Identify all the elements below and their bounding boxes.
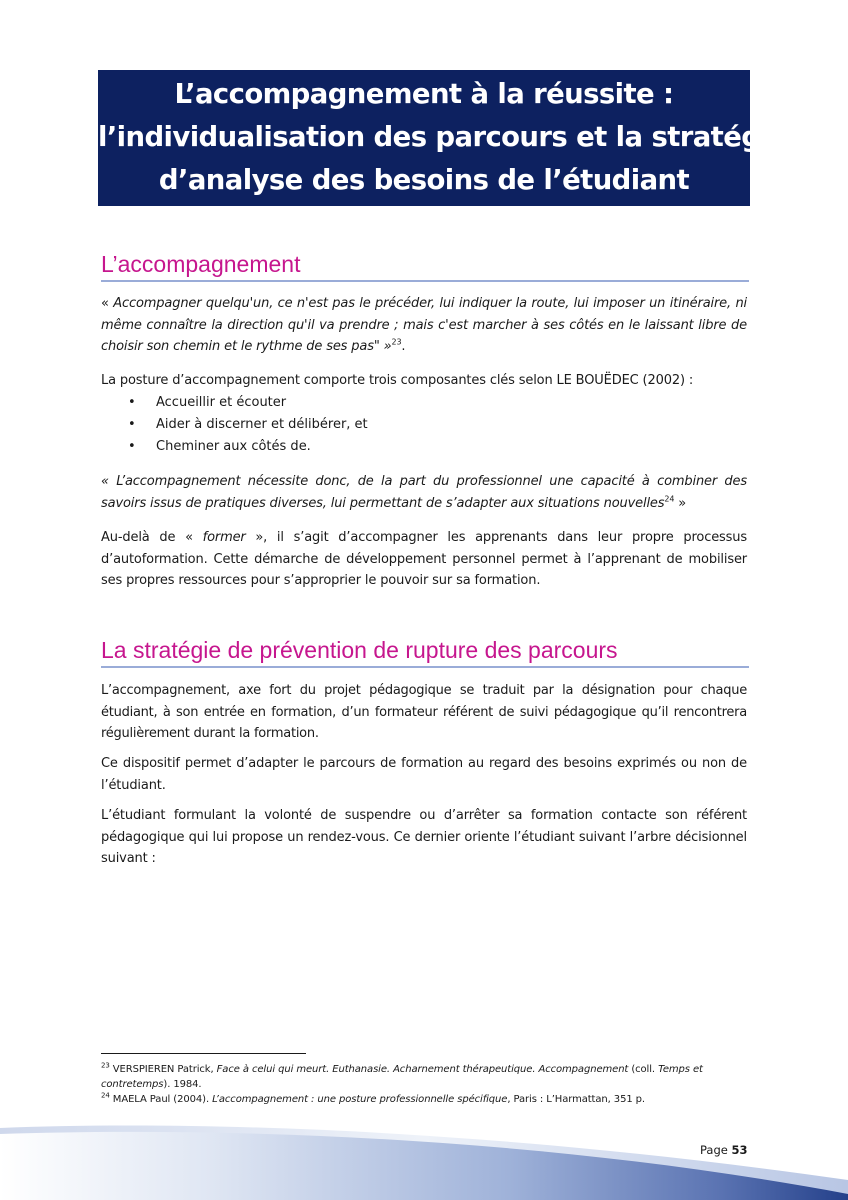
footnote-separator [101, 1053, 306, 1054]
section-heading-strategie: La stratégie de prévention de rupture des parcours [101, 636, 749, 668]
quote-text: Accompagner quelqu'un, ce n'est pas le précéder, lui indiquer la route, lui imposer un itinéraire, ni même connaître la direction qu'il va prendre ; mais c'est marcher à ses côtés en le laissant libre de choisir son chemin et le rythme de ses pas" » [101, 296, 747, 355]
posture-intro: La posture d’accompagnement comporte trois composantes clés selon LE BOUËDEC (2002) : [101, 373, 694, 388]
bullet-icon: • [128, 417, 136, 432]
bullet-icon: • [128, 439, 136, 454]
quote2-paragraph [101, 471, 747, 514]
strategy-paragraph-3: L’étudiant formulant la volonté de suspendre ou d’arrêter sa formation contacte son référent pédagogique qui lui propose un rendez-vous. Ce dernier oriente l’étudiant suivant l’arbre décisionnel suivant : [101, 808, 747, 867]
page-number: Page 53 [700, 1143, 748, 1157]
list-item: • Cheminer aux côtés de. [128, 436, 368, 458]
quote-paragraph [101, 293, 747, 358]
strategy-paragraph-1: L’accompagnement, axe fort du projet pédagogique se traduit par la désignation pour chaque étudiant, à son entrée en formation, d’un formateur référent de suivi pédagogique qu’il rencontrera régulièrement durant la formation. [101, 683, 747, 742]
former-word: former [202, 530, 246, 545]
list-item: • Accueillir et écouter [128, 392, 368, 414]
title-line-1: L’accompagnement à la réussite : [174, 78, 674, 110]
quote-end: . [401, 339, 406, 355]
footer-wave-decoration [0, 1120, 848, 1200]
footnote-24: $^{24}$ MAELA Paul (2004). L’accompagnement : une posture professionnelle spécifique, Paris : L’Harmattan, 351 p. [101, 1091, 645, 1105]
strategy-paragraph-2: Ce dispositif permet d’adapter le parcours de formation au regard des besoins exprimés ou non de l’étudiant. [101, 756, 747, 793]
footnote-ref-24[interactable]: 24 [664, 494, 675, 504]
list-item: • Aider à discerner et délibérer, et [128, 414, 368, 436]
section-heading-accompagnement: L’accompagnement [101, 250, 749, 282]
quote2-text: « L’accompagnement nécessite donc, de la part du professionnel une capacité à combiner des savoirs issus de pratiques diverses, lui permettant de s’adapter aux situations nouvelles [101, 474, 747, 511]
title-line-3: d’analyse des besoins de l’étudiant [158, 164, 690, 196]
quote2-close: » [674, 495, 687, 511]
footnotes [101, 1062, 751, 1107]
footnote-ref-23[interactable]: 23 [391, 337, 402, 347]
footnote-23: $^{23}$ VERSPIEREN Patrick, Face à celui qui meurt. Euthanasie. Acharnement thérapeutique. Accompagnement (coll. Temps et contretemps). 1984. [101, 1061, 703, 1090]
bullet-icon: • [128, 395, 136, 410]
title-line-2: l’individualisation des parcours et la stratégie [98, 121, 788, 153]
beyond-paragraph: Au-delà de « former », il s’agit d’accompagner les apprenants dans leur propre processus d’autoformation. Cette démarche de développement personnel permet à l’apprenant de mobiliser ses propres ressources pour s’approprier le pouvoir sur sa formation. [101, 530, 747, 589]
page-title-banner [98, 70, 788, 206]
posture-list [128, 392, 368, 458]
quote-open: « [101, 296, 114, 311]
